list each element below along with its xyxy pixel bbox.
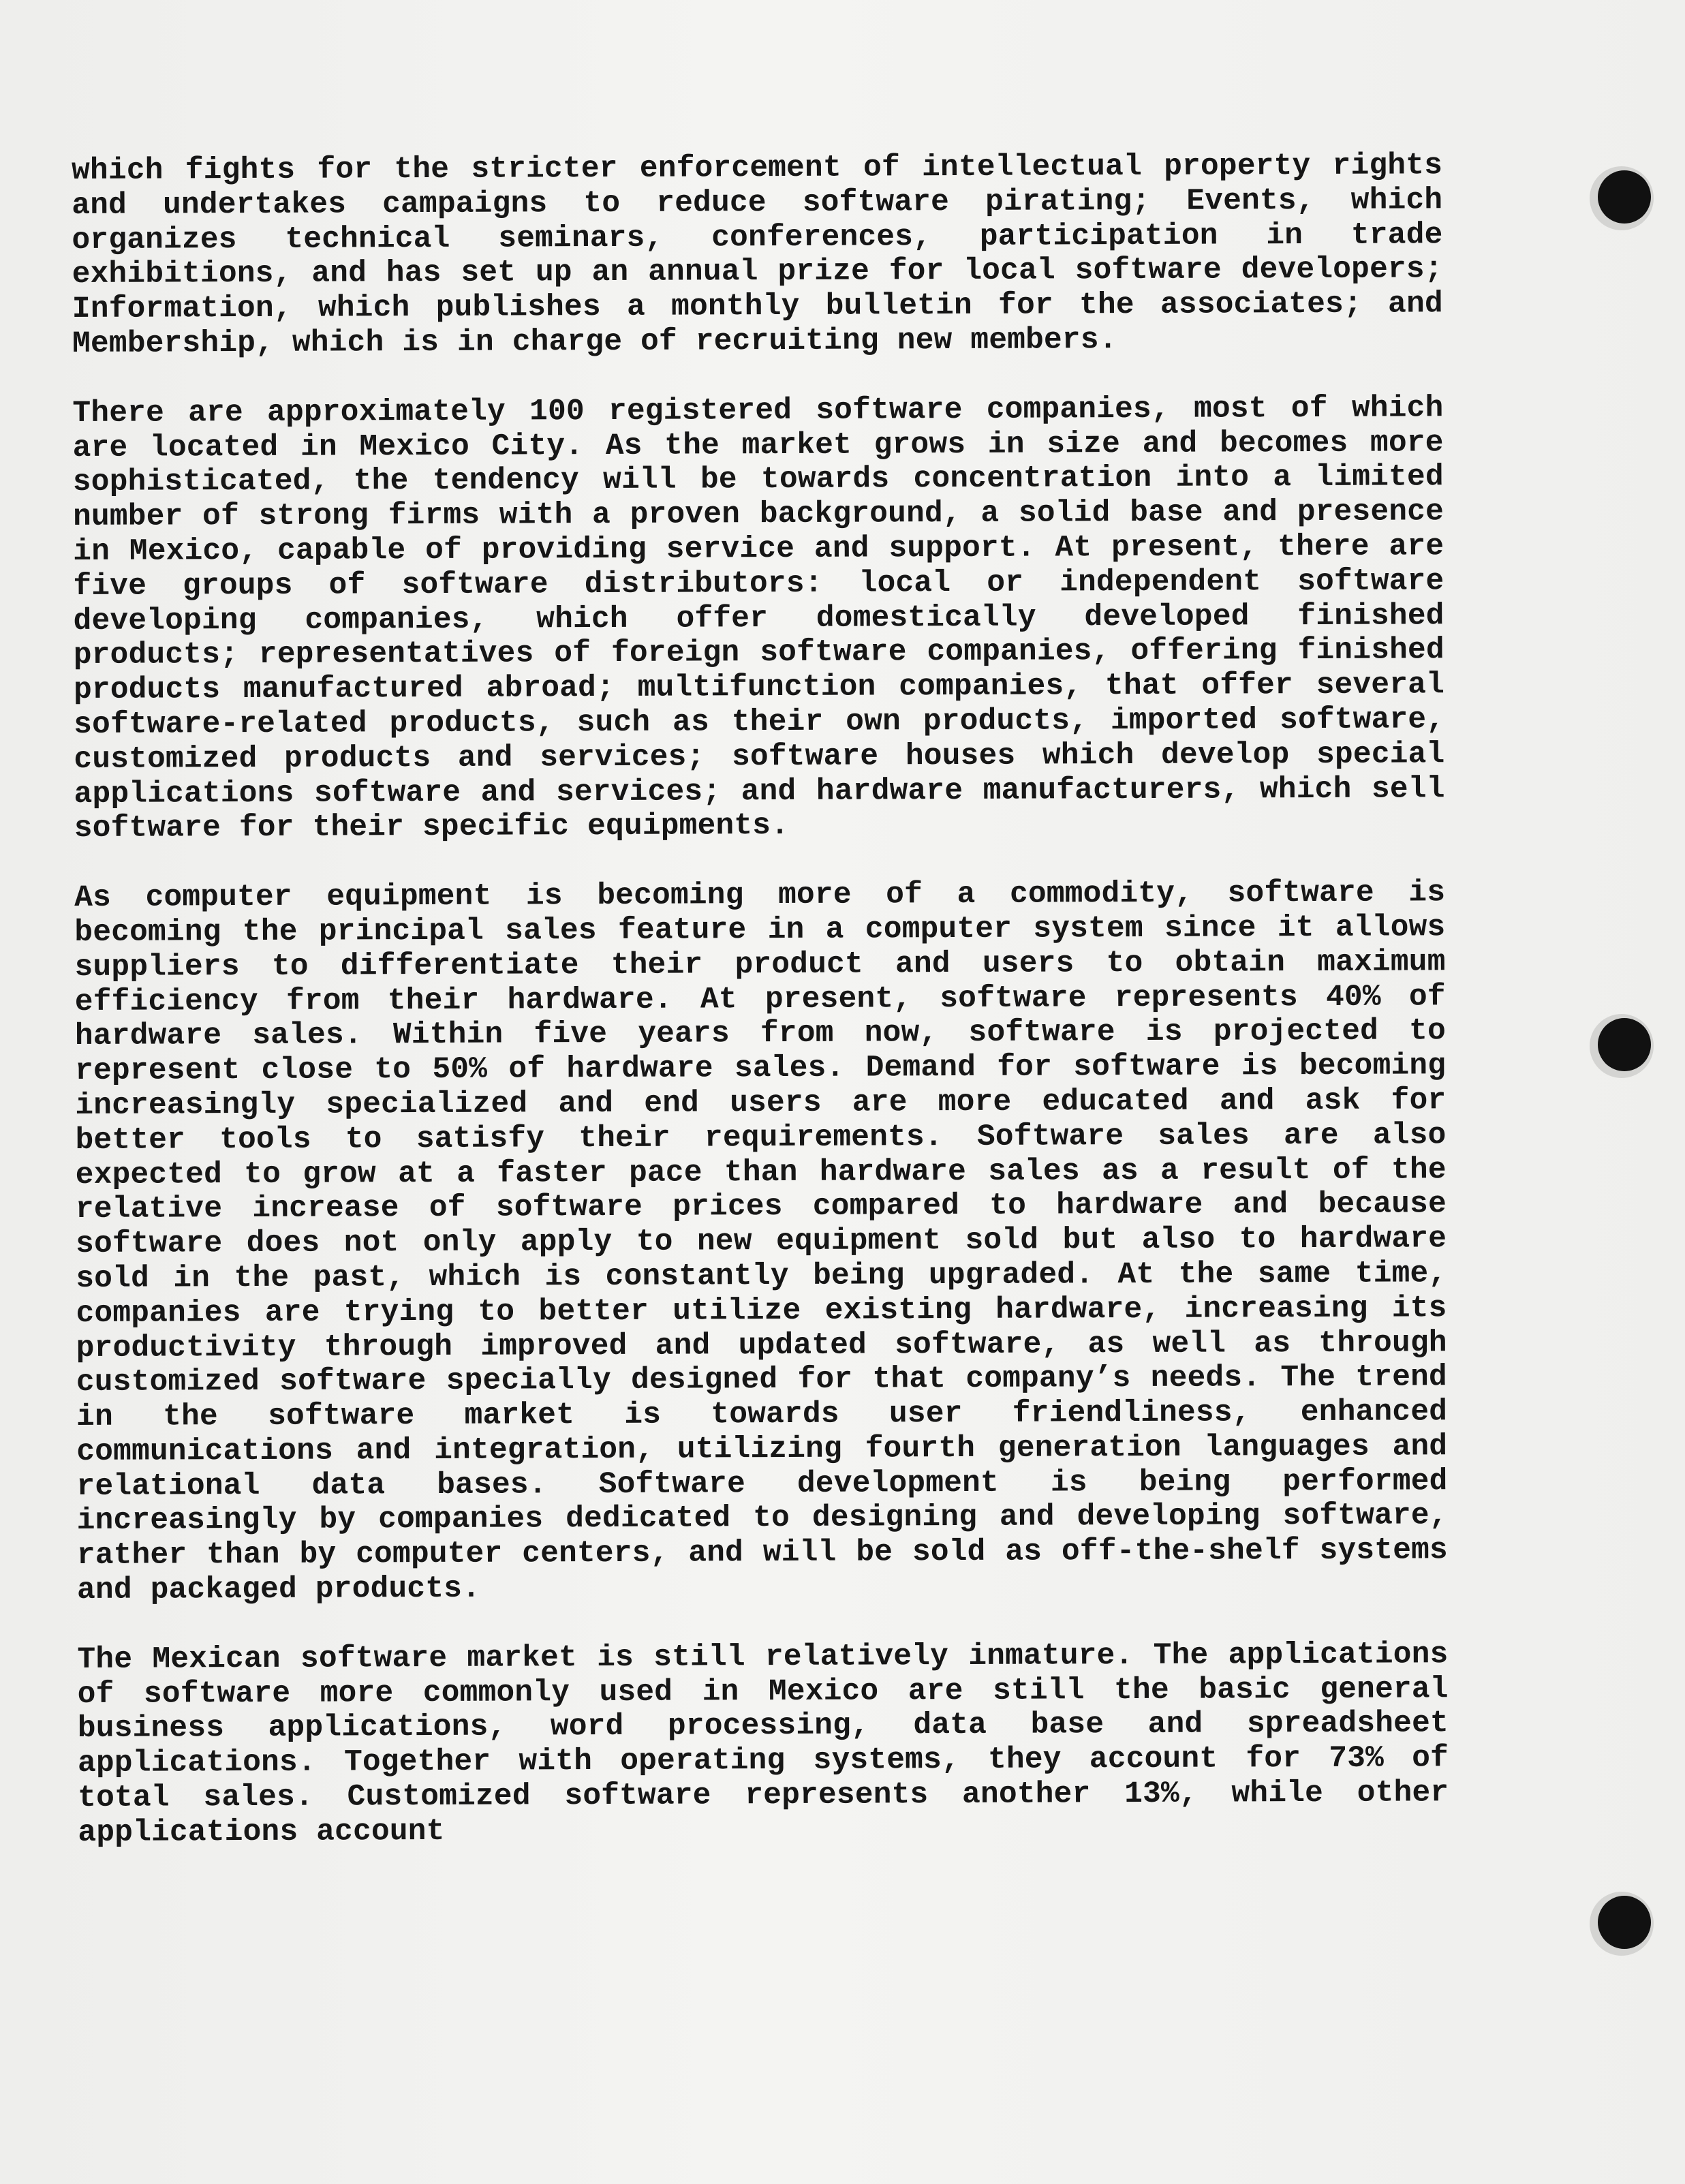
paragraph-2: There are approximately 100 registered software companies, most of which are located in Mexico City. As the market grows in size and becomes more sophisticated, the tendency will be towards concentration into a limited number of strong firms with a proven background, a solid base and presence in Mexico, capable of providing service and support. At present, there are five groups of software distributors: local or independent software developing companies, which offer domestically developed finished products; representatives of foreign software companies, offering finished products manufactured abroad; multifunction companies, that offer several software-related products, such as their own products, imported software, customized products and services; software houses which develop special applications software and services; and hardware manufacturers, which sell software for their specific equipments. — [72, 391, 1445, 846]
punch-hole-top — [1598, 170, 1651, 224]
punch-hole-bottom — [1598, 1896, 1651, 1949]
paragraph-4: The Mexican software market is still relatively inmature. The applications of software more commonly used in Mexico are still the basic general business applications, word processing, data base and spreadsheet applications. Together with operating systems, they account for 73% of total sales. Customized software represents another 13%, while other applications account — [77, 1637, 1449, 1850]
punch-hole-middle — [1598, 1018, 1651, 1071]
document-body — [72, 149, 1449, 1885]
paragraph-1: which fights for the stricter enforcement of intellectual property rights and undertakes campaigns to reduce software pirating; Events, which organizes technical seminars, conferences, participation in trade exhibitions, and has set up an annual prize for local software developers; Information, which publishes a monthly bulletin for the associates; and Membership, which is in charge of recruiting new members. — [72, 149, 1443, 361]
paragraph-3: As computer equipment is becoming more of a commodity, software is becoming the principal sales feature in a computer system since it allows suppliers to differentiate their product and users to obtain maximum efficiency from their hardware. At present, software represents 40% of hardware sales. Within five years from now, software is projected to represent close to 50% of hardware sales. Demand for software is becoming increasingly specialized and end users are more educated and ask for better tools to satisfy their requirements. Software sales are also expected to grow at a faster pace than hardware sales as a result of the relative increase of software prices compared to hardware and because software does not only apply to new equipment sold but also to hardware sold in the past, which is constantly being upgraded. At the same time, companies are trying to better utilize existing hardware, increasing its productivity through improved and updated software, as well as through customized software specially designed for that company’s needs. The trend in the software market is towards user friendliness, enhanced communications and integration, utilizing fourth generation languages and relational data bases. Software development is being performed increasingly by companies dedicated to designing and developing software, rather than by computer centers, and will be sold as off-the-shelf systems and packaged products. — [74, 876, 1448, 1608]
